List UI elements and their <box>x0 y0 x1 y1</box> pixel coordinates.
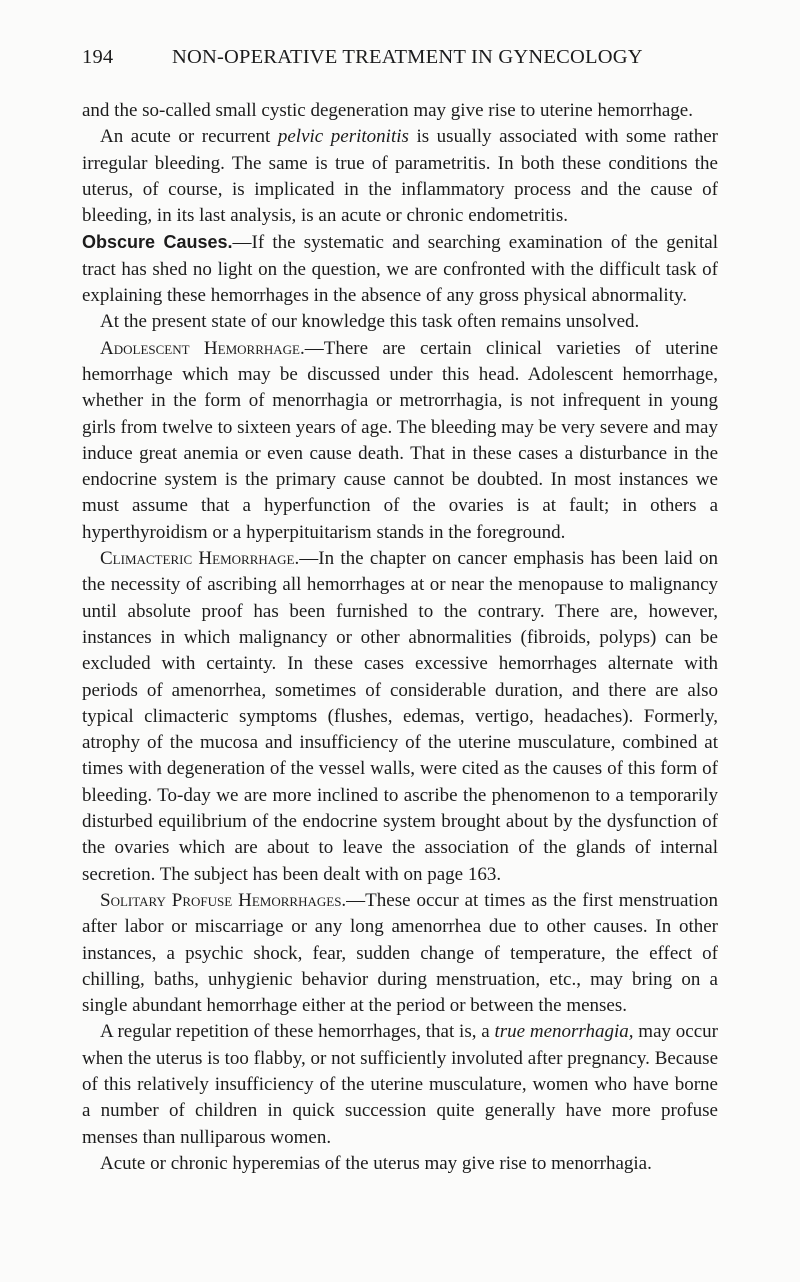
emphasis-term: pelvic peritonitis <box>277 126 409 148</box>
text-run: —These occur at times as the first menstruation after labor or miscarriage or any long amenorrhea due to other causes. In other instances, a psychic shock, fear, sudden change of temperature, the effect of chilling, baths, unhygienic behavior during menstruation, etc., may bring on a single abundant hemorrhage either at the period or between the menses. <box>82 889 718 1017</box>
paragraph-solitary <box>82 888 718 1019</box>
text-run: —In the chapter on cancer emphasis has been laid on the necessity of ascribing all hemorrhages at or near the menopause to malignancy until absolute proof has been furnished to the contrary. There are, however, instances in which malignancy or other abnormalities (fibroids, polyps) can be excluded with certainty. In these cases excessive hemorrhages alternate with periods of amenorrhea, sometimes of considerable duration, and there are also typical climacteric symptoms (flushes, edemas, vertigo, headaches). Formerly, atrophy of the mucosa and insufficiency of the uterine musculature, combined at times with degeneration of the vessel walls, were cited as the causes of this form of bleeding. To-day we are more inclined to ascribe the phenomenon to a temporarily disturbed equilibrium of the endocrine system brought about by the dysfunction of the ovaries which are about to leave the association of the glands of internal secretion. The subject has been dealt with on page 163. <box>82 548 719 885</box>
paragraph-hyperemias: Acute or chronic hyperemias of the uterus may give rise to menorrhagia. <box>100 1152 652 1174</box>
paragraph-1: and the so-called small cystic degeneration may give rise to uterine hemorrhage. <box>82 100 693 121</box>
subheading-solitary-profuse-hemorrhages: Solitary Profuse Hemorrhages. <box>100 889 347 911</box>
text-run: may occur when the uterus is too flabby, or not sufficiently involuted after pregnancy. Because of this relatively insufficiency of the uterine musculature, women who have borne a number of children in quick succession quite generally have more profuse menses than nulliparous women. <box>82 1021 719 1148</box>
emphasis-term: true menorrhagia, <box>494 1021 634 1043</box>
paragraph-climacteric <box>82 546 718 888</box>
subheading-adolescent-hemorrhage: Adolescent Hemorrhage. <box>100 337 305 359</box>
body-text <box>82 98 718 1177</box>
text-run: —If the systematic and searching examination of the genital tract has shed no light on the question, we are confronted with the difficult task of explaining these hemorrhages in the absence of any gross physical abnormality. <box>82 232 718 307</box>
paragraph-pelvic-peritonitis <box>82 124 718 229</box>
running-header <box>82 46 702 69</box>
page-number: 194 <box>82 46 114 68</box>
paragraph-knowledge: At the present state of our knowledge this task often remains unsolved. <box>100 311 640 333</box>
section-heading-obscure-causes: Obscure Causes. <box>82 232 233 253</box>
paragraph-adolescent <box>82 336 718 546</box>
text-run: An acute or recurrent <box>100 126 278 148</box>
text-run: —There are certain clinical varieties of uterine hemorrhage which may be discussed under this head. Adolescent hemorrhage, whether in the form of menorrhagia or metrorrhagia, is not infrequent in young girls from twelve to sixteen years of age. The bleeding may be very severe and may induce great anemia or even cause death. That in these cases a disturbance in the endocrine system is the primary cause cannot be doubted. In most instances we must assume that a hyperfunction of the ovaries is at fault; in others a hyperthyroidism or a hyperpituitarism stands in the foreground. <box>82 337 718 543</box>
paragraph-menorrhagia <box>82 1019 718 1150</box>
text-run: A regular repetition of these hemorrhages, that is, a <box>100 1021 495 1043</box>
running-title: NON-OPERATIVE TREATMENT IN GYNECOLOGY <box>172 46 643 68</box>
paragraph-obscure-causes <box>82 229 718 309</box>
text-run: is usually associated with some rather irregular bleeding. The same is true of parametritis. In both these conditions the uterus, of course, is implicated in the inflammatory process and the cause of bleeding, in its last analysis, is an acute or chronic endometritis. <box>82 126 718 227</box>
subheading-climacteric-hemorrhage: Climacteric Hemorrhage. <box>100 548 300 570</box>
